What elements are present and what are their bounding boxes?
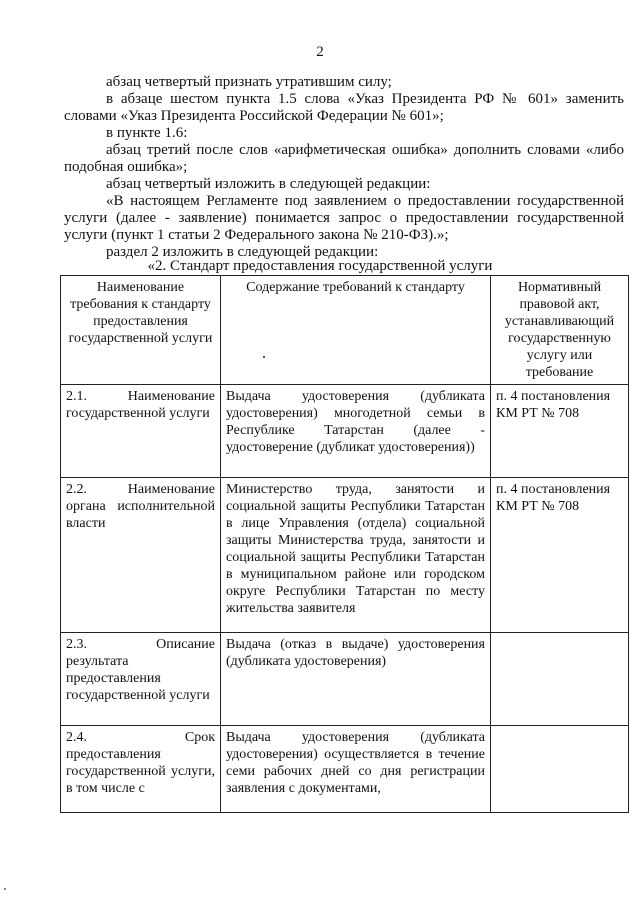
content-cell: Министерство труда, занятости и социальной защиты Республики Татарстан в лице Управления (отдела) социальной защиты Министерства труда, занятости и социальной защиты Республики Татарстан в муниципальном районе или городском округе Республики Татарстан по месту жительства заявителя [221,478,491,633]
paragraph: в абзаце шестом пункта 1.5 слова «Указ Президента РФ № 601» заменить словами «Указ Президента Российской Федерации № 601»; [64,91,624,124]
requirement-cell: 2.3. Описание результата предоставления государственной услуги [61,633,221,726]
act-cell [491,726,629,813]
header-cell: Нормативный правовой акт, устанавливающий государственную услугу или требование [491,276,629,385]
page-number: 2 [316,44,324,60]
table-row [61,385,629,478]
header-cell: Содержание требований к стандарту [221,276,491,385]
header-cell: Наименование требования к стандарту предоставления государственной услуги [61,276,221,385]
act-cell: п. 4 постановления КМ РТ № 708 [491,385,629,478]
paragraph: в пункте 1.6: [106,125,188,141]
paragraph: раздел 2 изложить в следующей редакции: [106,244,379,260]
requirement-cell: 2.1. Наименование государственной услуги [61,385,221,478]
act-cell: п. 4 постановления КМ РТ № 708 [491,478,629,633]
paragraph: абзац четвертый признать утратившим силу; [106,74,392,90]
paragraph: абзац третий после слов «арифметическая ошибка» дополнить словами «либо подобная ошибка»; [64,142,624,175]
content-cell: Выдача удостоверения (дубликата удостоверения) осуществляется в течение семи рабочих дней со дня регистрации заявления с документами, [221,726,491,813]
scan-speck [263,356,265,358]
requirement-cell: 2.4. Срок предоставления государственной услуги, в том числе с [61,726,221,813]
table-row [61,633,629,726]
paragraph: «В настоящем Регламенте под заявлением о предоставлении государственной услуги (далее - заявление) понимается запрос о предоставлении государственной услуги (пункт 1 статьи 2 Федерального закона № 210-ФЗ).»; [64,193,624,243]
content-cell: Выдача удостоверения (дубликата удостоверения) многодетной семьи в Республике Татарстан (далее - удостоверение (дубликат удостоверения)) [221,385,491,478]
scan-edge-mark [4,888,6,890]
table-row [61,478,629,633]
standard-table [60,275,629,813]
content-cell: Выдача (отказ в выдаче) удостоверения (дубликата удостоверения) [221,633,491,726]
act-cell [491,633,629,726]
paragraph: абзац четвертый изложить в следующей редакции: [106,176,431,192]
intro-text [64,74,624,261]
table-header-row [61,276,629,385]
requirement-cell: 2.2. Наименование органа исполнительной власти [61,478,221,633]
table-row [61,726,629,813]
section-heading: «2. Стандарт предоставления государственной услуги [147,258,493,274]
